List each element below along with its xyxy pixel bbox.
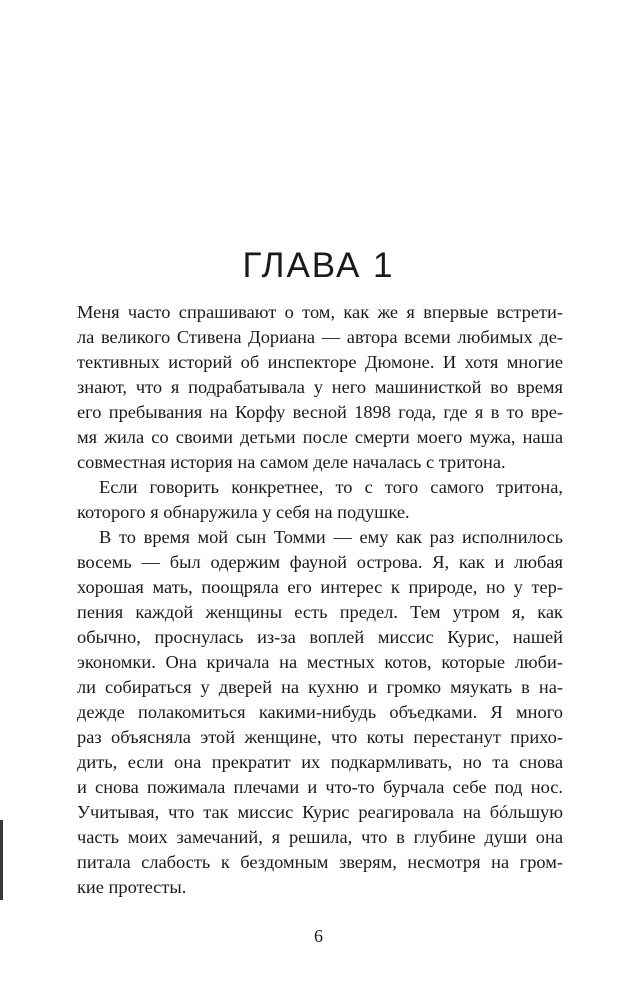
text-line: его пребывания на Корфу весной 1898 года, где я в то вре- xyxy=(77,402,563,422)
text-line: питала слабость к бездомным зверям, несмотря на гром- xyxy=(77,852,563,872)
text-line: В то время мой сын Томми — ему как раз исполнилось xyxy=(99,527,563,547)
paragraph xyxy=(77,525,563,900)
text-line: часть моих замечаний, я решила, что в глубине души она xyxy=(77,827,563,847)
text-line: восемь — был одержим фауной острова. Я, как и любая xyxy=(77,552,563,572)
page-number: 6 xyxy=(314,926,323,946)
text-line: пения каждой женщины есть предел. Тем утром я, как xyxy=(77,602,563,622)
text-line: дить, если она прекратит их подкармливать, но та снова xyxy=(77,752,563,772)
text-line: Меня часто спрашивают о том, как же я впервые встрети- xyxy=(77,302,563,322)
text-line: Если говорить конкретнее, то с того самого тритона, xyxy=(99,477,563,497)
paragraph xyxy=(77,475,563,525)
text-line: обычно, проснулась из-за воплей миссис Курис, нашей xyxy=(77,627,563,647)
text-line: раз объясняла этой женщине, что коты перестанут прихо- xyxy=(77,727,563,747)
text-line: кие протесты. xyxy=(77,877,187,897)
text-line: Учитывая, что так миссис Курис реагировала на бóльшую xyxy=(77,802,563,822)
text-line: хорошая мать, поощряла его интерес к природе, но у тер- xyxy=(77,577,563,597)
text-line: которого я обнаружила у себя на подушке. xyxy=(77,502,410,522)
text-line: ли собираться у дверей на кухню и громко мяукать в на- xyxy=(77,677,563,697)
text-line: дежде полакомиться какими-нибудь объедками. Я много xyxy=(77,702,563,722)
text-line: совместная история на самом деле началась с тритона. xyxy=(77,452,506,472)
text-line: мя жила со своими детьми после смерти моего мужа, наша xyxy=(77,427,563,447)
paragraph xyxy=(77,300,563,475)
text-line: и снова пожимала плечами и что-то бурчала себе под нос. xyxy=(77,777,563,797)
chapter-title: ГЛАВА 1 xyxy=(242,246,395,285)
text-line: тективных историй об инспекторе Дюмоне. И хотя многие xyxy=(77,352,563,372)
chapter-body-text xyxy=(77,300,563,900)
text-line: экономки. Она кричала на местных котов, которые люби- xyxy=(77,652,563,672)
text-line: ла великого Стивена Дориана — автора всеми любимых де- xyxy=(77,327,563,347)
page-edge-shadow xyxy=(0,820,3,900)
text-line: знают, что я подрабатывала у него машинисткой во время xyxy=(77,377,563,397)
